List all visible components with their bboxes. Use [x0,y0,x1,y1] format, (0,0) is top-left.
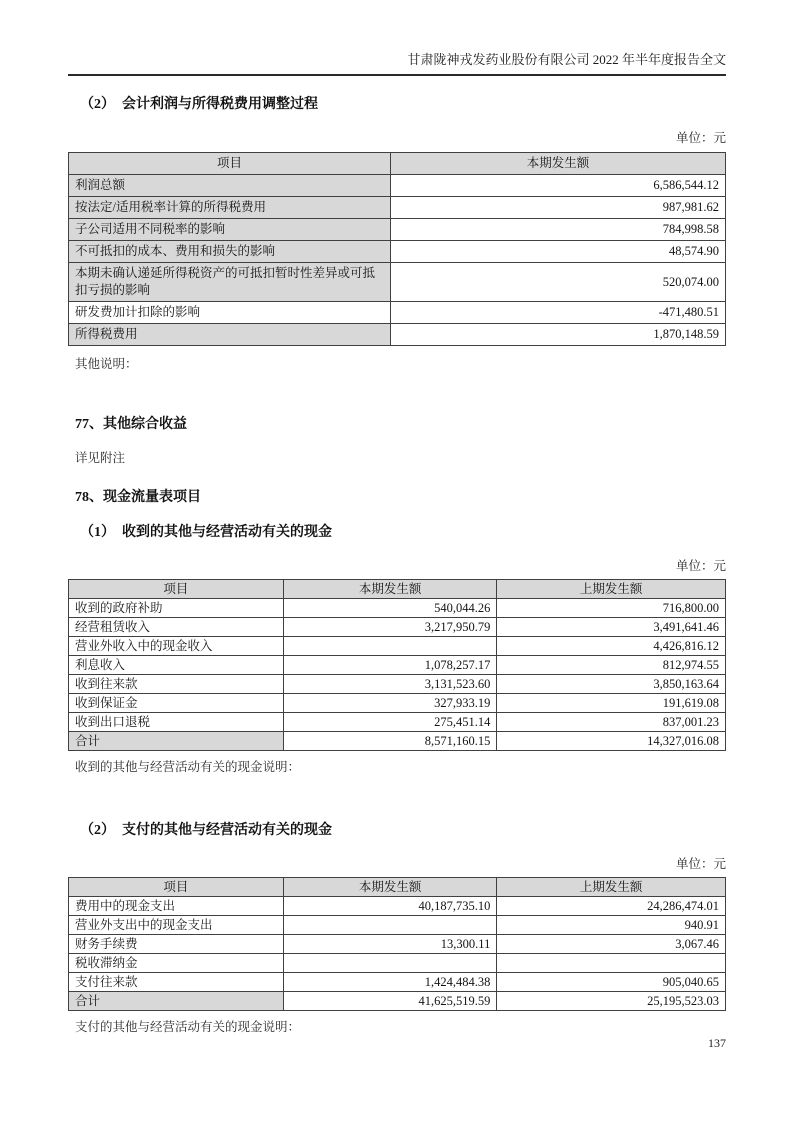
total-value-cell: 25,195,523.03 [497,992,726,1011]
table-row [69,637,726,656]
table-row [69,694,726,713]
other-note-label: 其他说明： [75,357,138,371]
page-number: 137 [708,1036,726,1050]
section-heading-tax-adjustment: （2） 会计利润与所得税费用调整过程 [80,97,318,112]
column-header-item: 项目 [69,878,284,897]
item-cell: 按法定/适用税率计算的所得税费用 [69,197,391,219]
value-cell: 520,074.00 [390,263,725,302]
value-cell: -471,480.51 [390,302,725,324]
item-cell: 收到出口退税 [69,713,284,732]
value-cell: 275,451.14 [283,713,497,732]
table-row [69,241,726,263]
item-cell: 经营租赁收入 [69,618,284,637]
value-cell: 905,040.65 [497,973,726,992]
item-cell: 本期未确认递延所得税资产的可抵扣暂时性差异或可抵扣亏损的影响 [69,263,391,302]
table-row [69,935,726,954]
subsection-heading-paid-cash: （2） 支付的其他与经营活动有关的现金 [80,823,332,838]
column-header-current: 本期发生额 [283,580,497,599]
table-row [69,618,726,637]
item-cell: 研发费加计扣除的影响 [69,302,391,324]
value-cell: 4,426,816.12 [497,637,726,656]
value-cell: 327,933.19 [283,694,497,713]
unit-label: 单位：元 [675,131,726,145]
item-cell: 利息收入 [69,656,284,675]
value-cell: 40,187,735.10 [283,897,497,916]
item-cell: 营业外收入中的现金收入 [69,637,284,656]
table-row [69,599,726,618]
table-header-row [69,878,726,897]
total-label-cell: 合计 [69,732,284,751]
value-cell: 3,491,641.46 [497,618,726,637]
total-value-cell: 14,327,016.08 [497,732,726,751]
total-label-cell: 合计 [69,992,284,1011]
received-cash-note: 收到的其他与经营活动有关的现金说明： [75,760,301,774]
column-header-item: 项目 [69,153,391,175]
value-cell [497,954,726,973]
column-header-current: 本期发生额 [390,153,725,175]
table-row [69,302,726,324]
value-cell: 191,619.08 [497,694,726,713]
value-cell [283,916,497,935]
table-row [69,175,726,197]
item-cell: 收到保证金 [69,694,284,713]
value-cell: 784,998.58 [390,219,725,241]
value-cell: 1,870,148.59 [390,324,725,346]
table-row [69,897,726,916]
item-cell: 收到的政府补助 [69,599,284,618]
value-cell: 13,300.11 [283,935,497,954]
value-cell: 3,217,950.79 [283,618,497,637]
table-total-row [69,732,726,751]
table-total-row [69,992,726,1011]
item-cell: 所得税费用 [69,324,391,346]
table-row [69,324,726,346]
value-cell: 24,286,474.01 [497,897,726,916]
total-value-cell: 41,625,519.59 [283,992,497,1011]
value-cell [283,637,497,656]
value-cell: 987,981.62 [390,197,725,219]
value-cell: 716,800.00 [497,599,726,618]
value-cell: 3,131,523.60 [283,675,497,694]
value-cell: 48,574.90 [390,241,725,263]
value-cell: 3,067.46 [497,935,726,954]
table-row [69,263,726,302]
subsection-heading-received-cash: （1） 收到的其他与经营活动有关的现金 [80,525,332,540]
table-row [69,675,726,694]
table-header-row [69,153,726,175]
value-cell: 812,974.55 [497,656,726,675]
item-cell: 收到往来款 [69,675,284,694]
value-cell: 837,001.23 [497,713,726,732]
item-cell: 不可抵扣的成本、费用和损失的影响 [69,241,391,263]
item-cell: 财务手续费 [69,935,284,954]
unit-label: 单位：元 [675,857,726,871]
table-row [69,656,726,675]
paid-cash-table [68,877,726,1011]
value-cell: 1,424,484.38 [283,973,497,992]
section-heading-oci: 77、其他综合收益 [75,417,187,432]
item-cell: 税收滞纳金 [69,954,284,973]
unit-label: 单位：元 [675,559,726,573]
table-row [69,713,726,732]
value-cell: 1,078,257.17 [283,656,497,675]
item-cell: 利润总额 [69,175,391,197]
column-header-prior: 上期发生额 [497,580,726,599]
column-header-current: 本期发生额 [283,878,497,897]
item-cell: 费用中的现金支出 [69,897,284,916]
table-header-row [69,580,726,599]
item-cell: 子公司适用不同税率的影响 [69,219,391,241]
column-header-item: 项目 [69,580,284,599]
value-cell: 6,586,544.12 [390,175,725,197]
table-row [69,973,726,992]
value-cell: 940.91 [497,916,726,935]
table-row [69,954,726,973]
oci-note: 详见附注 [75,451,126,465]
item-cell: 营业外支出中的现金支出 [69,916,284,935]
header-divider [68,74,726,76]
table-row [69,916,726,935]
value-cell: 3,850,163.64 [497,675,726,694]
report-title: 甘肃陇神戎发药业股份有限公司 2022 年半年度报告全文 [407,52,726,67]
value-cell [283,954,497,973]
table-row [69,219,726,241]
paid-cash-note: 支付的其他与经营活动有关的现金说明： [75,1020,301,1034]
section-heading-cashflow: 78、现金流量表项目 [75,490,201,505]
item-cell: 支付往来款 [69,973,284,992]
tax-adjustment-table [68,152,726,346]
received-cash-table [68,579,726,751]
column-header-prior: 上期发生额 [497,878,726,897]
table-row [69,197,726,219]
total-value-cell: 8,571,160.15 [283,732,497,751]
value-cell: 540,044.26 [283,599,497,618]
